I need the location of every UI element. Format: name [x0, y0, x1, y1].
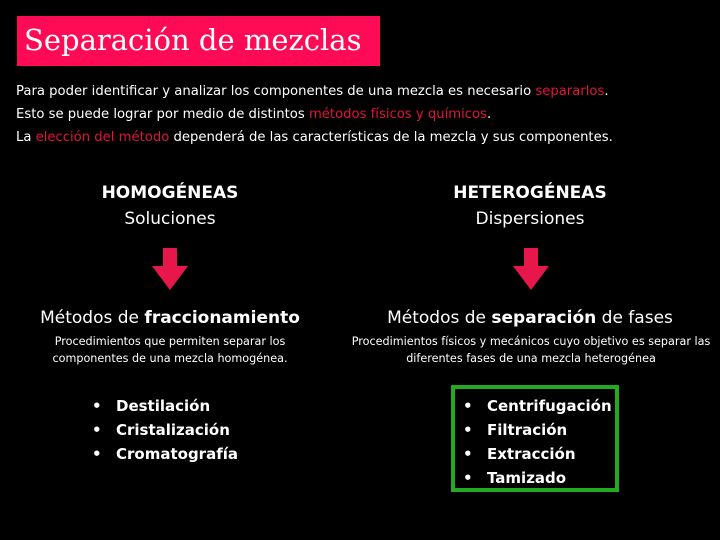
- heterogeneas-heading: HETEROGÉNEAS: [453, 183, 607, 203]
- dispersiones-subheading: Dispersiones: [475, 209, 585, 229]
- intro-line-3-text: dependerá de las características de la mezcla y sus componentes.: [169, 130, 613, 145]
- intro-line-3: [16, 126, 716, 149]
- list-item: • Centrifugación: [463, 394, 612, 418]
- method-name: fraccionamiento: [144, 308, 300, 328]
- heterogeneas-heading-block: [380, 180, 680, 232]
- homogeneas-heading-block: [20, 180, 320, 232]
- fraccionamiento-method: [20, 305, 320, 331]
- highlight-separarlos: separarlos: [535, 84, 605, 99]
- slide-title: Separación de mezclas: [24, 23, 362, 57]
- intro-line-3-start: La: [16, 130, 36, 145]
- arrow-down-icon: [513, 248, 549, 290]
- soluciones-subheading: Soluciones: [124, 209, 216, 229]
- heterogeneous-methods-list: [463, 394, 612, 490]
- list-item: • Cristalización: [92, 418, 238, 442]
- intro-line-2-end: .: [486, 107, 492, 122]
- method-suffix: de fases: [596, 308, 673, 328]
- separacion-fases-method: [350, 305, 710, 331]
- homogeneous-methods-list: [92, 394, 238, 466]
- list-item: • Filtración: [463, 418, 612, 442]
- fraccionamiento-description: Procedimientos que permiten separar los componentes de una mezcla homogénea.: [52, 335, 288, 365]
- intro-line-2: [16, 103, 716, 126]
- intro-line-1-text: Para poder identificar y analizar los componentes de una mezcla es necesario: [16, 84, 536, 99]
- arrow-down-icon: [152, 248, 188, 290]
- homogeneas-heading: HOMOGÉNEAS: [101, 183, 239, 203]
- method-name: separación: [491, 308, 597, 328]
- separacion-fases-description: Procedimientos físicos y mecánicos cuyo objetivo es separar las diferentes fases de una mezcla heterogénea: [351, 335, 711, 365]
- list-item: • Cromatografía: [92, 442, 238, 466]
- method-prefix: Métodos de: [387, 308, 492, 328]
- intro-line-1: [16, 80, 716, 103]
- intro-line-2-text: Esto se puede lograr por medio de distintos: [16, 107, 309, 122]
- intro-line-1-end: .: [604, 84, 609, 99]
- highlight-metodos: métodos físicos y químicos: [308, 107, 487, 122]
- list-item: • Destilación: [92, 394, 238, 418]
- list-item: • Tamizado: [463, 466, 612, 490]
- highlight-eleccion: elección del método: [35, 130, 170, 145]
- method-prefix: Métodos de: [40, 308, 145, 328]
- intro-text: [16, 80, 716, 149]
- list-item: • Extracción: [463, 442, 612, 466]
